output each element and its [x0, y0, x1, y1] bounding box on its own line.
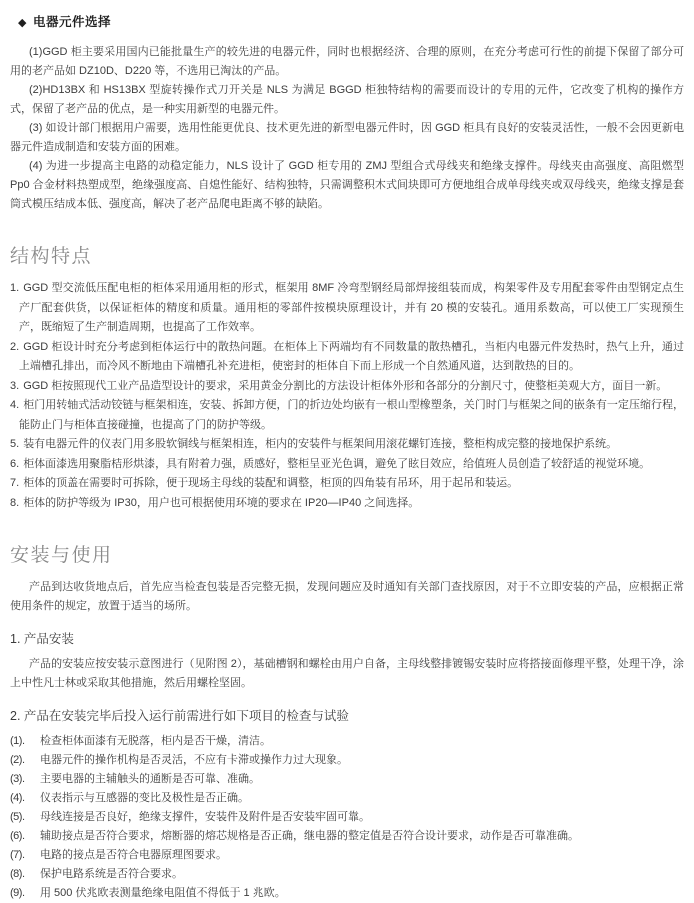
structure-feature-list	[10, 279, 684, 513]
feature-item-number: 3.	[10, 379, 20, 392]
check-item-text: 母线连接是否良好，绝缘支撑件，安装件及附件是否安装牢固可靠。	[40, 811, 370, 823]
check-item-text: 电路的接点是否符合电器原理图要求。	[40, 849, 227, 861]
check-item-number: (8).	[10, 868, 25, 880]
check-item-text: 保护电路系统是否符合要求。	[40, 868, 183, 880]
feature-item-6	[10, 455, 684, 475]
check-item-text: 仪表指示与互感器的变比及极性是否正确。	[40, 792, 249, 804]
feature-item-number: 1.	[10, 282, 20, 294]
check-item-2	[10, 751, 684, 770]
check-item-text: 用 500 伏兆欧表测量绝缘电阻值不得低于 1 兆欧。	[40, 887, 286, 899]
components-paragraph-3: (3) 如设计部门根据用户需要，选用性能更优良、技术更先进的新型电器元件时，因 GGD 柜具有良好的安装灵活性，一般不会因更新电器元件造成制造和安装方面的困难。	[10, 122, 684, 153]
check-item-5	[10, 808, 684, 827]
feature-item-number: 6.	[10, 457, 20, 470]
components-paragraph-4: (4) 为进一步提高主电路的动稳定能力，NLS 设计了 GGD 柜专用的 ZMJ 型组合式母线夹和绝缘支撑件。母线夹由高强度、高阻燃型 Pp0 合金材料热塑成型，绝缘强度高、自熄性能好、结构独特，只需调整积木式间块即可方便地组合成单母线夹或双母线夹，绝缘支撑是套筒式模压结成本低、强度高，解决了老产品爬电距离不够的缺陷。	[10, 160, 684, 210]
feature-item-text: GGD 型交流低压配电柜的柜体采用通用柜的形式，框架用 8MF 冷弯型钢经局部焊接组装而成，构架零件及专用配套零件由型钢定点生产厂配套供货，以保证柜体的精度和质量。通用柜的零部件按模块原理设计，并有 20 模的安装孔。通用系数高，可以使工厂实现预生产，既缩短了生产制造周期，也提高了工作效率。	[19, 282, 684, 333]
check-item-3	[10, 770, 684, 789]
check-item-number: (4).	[10, 792, 25, 804]
check-item-text: 主要电器的主辅触头的通断是否可靠、准确。	[40, 773, 260, 785]
check-item-text: 电器元件的操作机构是否灵活，不应有卡滞或操作力过大现象。	[40, 754, 348, 766]
diamond-bullet-icon: ◆	[18, 17, 27, 29]
installation-sub1-body: 产品的安装应按安装示意图进行（见附图 2），基础槽钢和螺栓由用户自备，主母线整排镀锡安装时应将搭接面修理平整，处理干净，涂上中性凡士林或采取其他措施，然后用螺栓坚固。	[10, 658, 684, 689]
feature-item-number: 4.	[10, 399, 20, 411]
structure-section-title: 结构特点	[10, 246, 93, 267]
check-item-9	[10, 884, 684, 903]
check-item-number: (2).	[10, 754, 25, 766]
feature-item-text: 柜体的顶盖在需要时可拆除，便于现场主母线的装配和调整，柜顶的四角装有吊环，用于起吊和装运。	[23, 477, 519, 489]
feature-item-number: 8.	[10, 496, 20, 509]
feature-item-number: 7.	[10, 477, 20, 489]
components-section-title: 电器元件选择	[32, 15, 111, 29]
feature-item-8	[10, 494, 684, 514]
feature-item-text: 柜体的防护等级为 IP30，用户也可根据使用环境的要求在 IP20—IP40 之间选择。	[23, 496, 420, 509]
check-item-number: (9).	[10, 887, 25, 899]
feature-item-text: GGD 柜设计时充分考虑到柜体运行中的散热问题。在柜体上下两端均有不同数量的散热槽孔，当柜内电器元件发热时，热气上升，通过上端槽孔排出，而冷风不断地由下端槽孔补充进柜，使密封的柜体自下而上形成一个自然通风道，达到散热的目的。	[19, 340, 684, 372]
installation-sub2-title: 2. 产品在安装完毕后投入运行前需进行如下项目的检查与试验	[10, 709, 349, 723]
feature-item-number: 2.	[10, 340, 20, 353]
check-item-8	[10, 865, 684, 884]
feature-item-number: 5.	[10, 438, 20, 450]
feature-item-text: 装有电器元件的仪表门用多股软铜线与框架相连，柜内的安装件与框架间用滚花螺钉连接，整柜构成完整的接地保护系统。	[23, 438, 618, 450]
feature-item-2	[10, 338, 684, 377]
check-item-number: (6).	[10, 830, 25, 842]
components-section-heading	[18, 12, 684, 30]
feature-item-3	[10, 377, 684, 397]
feature-item-text: 柜门用转轴式活动铰链与框架相连，安装、拆卸方便，门的折边处均嵌有一根山型橡塑条，关门时门与框架之间的嵌条有一定压缩行程，能防止门与柜体直接碰撞，也提高了门的防护等级。	[19, 399, 684, 431]
check-item-number: (7).	[10, 849, 25, 861]
feature-item-1	[10, 279, 684, 338]
feature-item-text: 柜体面漆选用聚脂桔形烘漆，具有附着力强，质感好，整柜呈亚光色调，避免了眩目效应，给值班人员创造了较舒适的视觉环境。	[23, 457, 651, 470]
installation-section-title: 安装与使用	[10, 545, 113, 566]
check-item-1	[10, 732, 684, 751]
feature-item-5	[10, 435, 684, 455]
installation-intro: 产品到达收货地点后，首先应当检查包装是否完整无损，发现问题应及时通知有关部门查找原因，对于不立即安装的产品，应根据正常使用条件的规定，放置于适当的场所。	[10, 581, 684, 612]
feature-item-7	[10, 474, 684, 494]
check-item-text: 检查柜体面漆有无脱落，柜内是否干燥，清洁。	[40, 735, 271, 747]
check-item-number: (3).	[10, 773, 25, 785]
feature-item-4	[10, 396, 684, 435]
components-paragraph-1: (1)GGD 柜主要采用国内已能批量生产的较先进的电器元件，同时也根据经济、合理的原则，在充分考虑可行性的前提下保留了部分可用的老产品如 DZ10D、D220 等，不选用已淘汰的产品。	[10, 46, 684, 77]
check-item-number: (1).	[10, 735, 25, 747]
check-item-6	[10, 827, 684, 846]
feature-item-text: GGD 柜按照现代工业产品造型设计的要求，采用黄金分割比的方法设计柜体外形和各部分的分割尺寸，使整柜美观大方，面目一新。	[23, 379, 668, 392]
installation-sub1-title: 1. 产品安装	[10, 632, 74, 646]
inspection-check-list	[10, 732, 684, 903]
check-item-4	[10, 789, 684, 808]
check-item-text: 辅助接点是否符合要求，熔断器的熔芯规格是否正确，继电器的整定值是否符合设计要求，动作是否可靠准确。	[40, 830, 579, 842]
check-item-7	[10, 846, 684, 865]
check-item-number: (5).	[10, 811, 25, 823]
components-paragraph-2: (2)HD13BX 和 HS13BX 型旋转操作式刀开关是 NLS 为满足 BGGD 柜独特结构的需要而设计的专用的元件，它改变了机构的操作方式，保留了老产品的优点，是一种实用新型的电器元件。	[10, 84, 684, 115]
